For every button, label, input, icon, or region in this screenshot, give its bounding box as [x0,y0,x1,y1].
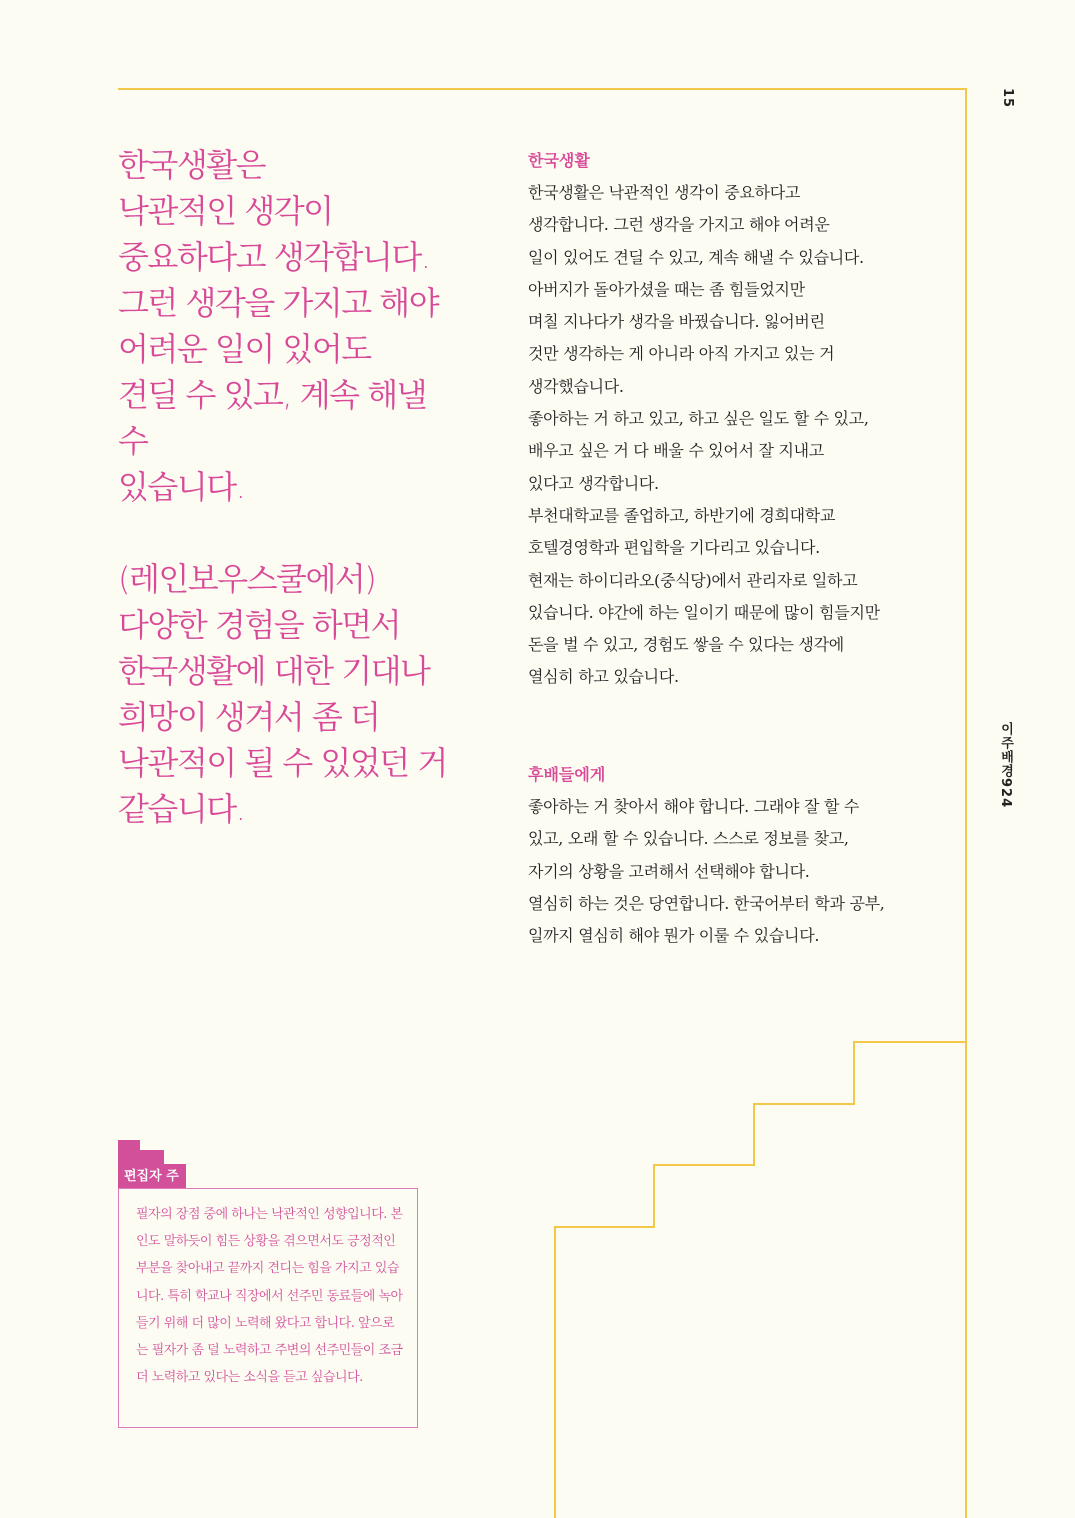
pull-quote [118,142,458,832]
stair-tread-2 [753,1103,855,1105]
section-side-title: 이주배경924 [998,722,1013,809]
section-body: 한국생활은 낙관적인 생각이 중요하다고 생각합니다. 그런 생각을 가지고 해야 어려운 일이 있어도 견딜 수 있고, 계속 해낼 수 있습니다. 아버지가 돌아가셨을 때는 좀 힘들었지만 며칠 지나다가 생각을 바꿨습니다. 잃어버린 것만 생각하는 게 아니라 아직 가지고 있는 거 생각했습니다. 좋아하는 거 하고 있고, 하고 싶은 일도 할 수 있고, 배우고 싶은 거 다 배울 수 있어서 잘 지내고 있다고 생각합니다. 부천대학교를 졸업하고, 하반기에 경희대학교 호텔경영학과 편입학을 기다리고 있습니다. 현재는 하이디라오(중식당)에서 관리자로 일하고 있습니다. 야간에 하는 일이기 때문에 많이 힘들지만 돈을 벌 수 있고, 경험도 쌓을 수 있다는 생각에 열심히 하고 있습니다. [528,183,880,687]
section-to-juniors [528,762,908,952]
stair-riser-3 [653,1164,655,1228]
stair-top-tread [853,1041,966,1043]
section-korean-life [528,148,908,694]
pull-quote-paragraph-1: 한국생활은 낙관적인 생각이 중요하다고 생각합니다. 그런 생각을 가지고 해야 어려운 일이 있어도 견딜 수 있고, 계속 해낼 수 있습니다. [118,146,439,506]
stair-riser-1 [853,1041,855,1105]
stair-riser-4 [554,1226,556,1518]
stair-tread-3 [653,1164,755,1166]
page-number: 15 [1000,88,1015,109]
editor-note-box [118,1188,418,1428]
editor-note-text: 필자의 장점 중에 하나는 낙관적인 성향입니다. 본인도 말하듯이 힘든 상황을 겪으면서도 긍정적인 부분을 찾아내고 끝까지 견디는 힘을 가지고 있습니다. 특히 학교나 직장에서 선주민 동료들에 녹아들기 위해 더 많이 노력해 왔다고 합니다. 앞으로는 필자가 좀 덜 노력하고 주변의 선주민들이 조금 더 노력하고 있다는 소식을 듣고 싶습니다. [136,1207,403,1386]
stair-riser-2 [753,1103,755,1166]
section-body: 좋아하는 거 찾아서 해야 합니다. 그래야 잘 할 수 있고, 오래 할 수 있습니다. 스스로 정보를 찾고, 자기의 상황을 고려해서 선택해야 합니다. 열심히 하는 것은 당연합니다. 한국어부터 학과 공부, 일까지 열심히 해야 뭔가 이룰 수 있습니다. [528,797,885,946]
section-heading: 후배들에게 [528,765,606,784]
top-frame-line [118,88,966,90]
editor-note-label: 편집자 주 [124,1169,179,1184]
stair-tread-4 [554,1226,655,1228]
section-heading: 한국생활 [528,151,590,170]
pull-quote-paragraph-2: (레인보우스쿨에서) 다양한 경험을 하면서 한국생활에 대한 기대나 희망이 생겨서 좀 더 낙관적이 될 수 있었던 거 같습니다. [118,560,447,828]
right-frame-line [965,88,967,1518]
